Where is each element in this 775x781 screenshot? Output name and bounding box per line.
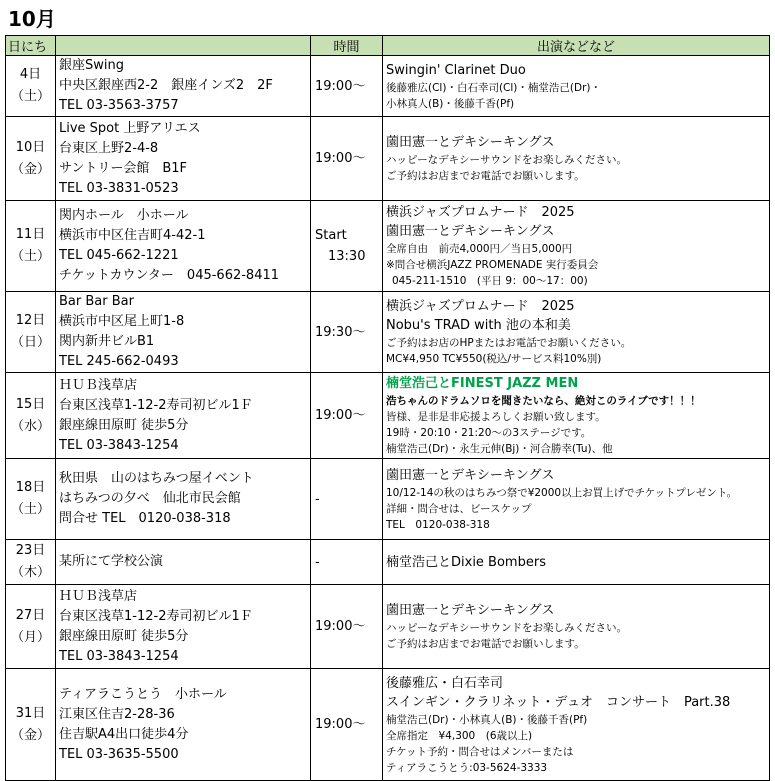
venue-line: 銀座Swing bbox=[59, 58, 124, 73]
table-row bbox=[6, 373, 770, 459]
performer-line: 全席自由 前売4,000円／当日5,000円 bbox=[386, 243, 573, 255]
header-performers: 出演などなど bbox=[383, 36, 770, 56]
venue-line: 某所にて学校公演 bbox=[59, 554, 164, 569]
venue-line: チケットカウンター 045-662-8411 bbox=[59, 268, 280, 283]
time-line: 13:30 bbox=[315, 249, 366, 264]
header-date: 日にち bbox=[6, 36, 56, 56]
performer-line: 楠堂浩己とFINEST JAZZ MEN bbox=[386, 376, 579, 391]
time-line: 19:00～ bbox=[315, 151, 366, 166]
date-day: 11日 bbox=[15, 227, 46, 242]
time-line: - bbox=[315, 554, 320, 570]
venue-line: ＨＵＢ浅草店 bbox=[59, 588, 138, 604]
time-cell bbox=[311, 201, 383, 292]
venue-line: TEL 03-3635-5500 bbox=[59, 746, 179, 762]
date-day: 27日 bbox=[15, 607, 46, 623]
performer-line: 楠堂浩己(Dr)・小林真人(B)・後藤千香(Pf) bbox=[386, 713, 588, 726]
time-line: 19:00～ bbox=[315, 619, 366, 634]
venue-line: 横浜市中区尾上町1-8 bbox=[59, 314, 185, 329]
date-day: 4日 bbox=[19, 67, 42, 82]
date-cell bbox=[6, 373, 56, 459]
date-weekday: （日） bbox=[10, 335, 50, 350]
venue-cell bbox=[56, 585, 311, 669]
performer-line: 後藤雅広(Cl)・白石幸司(Cl)・楠堂浩己(Dr)・ bbox=[386, 81, 601, 94]
performer-line: 楠堂浩己とDixie Bombers bbox=[386, 554, 546, 570]
table-row bbox=[6, 201, 770, 292]
venue-cell bbox=[56, 117, 311, 201]
date-weekday: （土） bbox=[10, 502, 50, 517]
performer-line: 横浜ジャズプロムナード 2025 bbox=[386, 205, 575, 220]
time-cell bbox=[311, 585, 383, 669]
date-cell bbox=[6, 56, 56, 117]
date-day: 15日 bbox=[15, 396, 46, 412]
date-day: 12日 bbox=[15, 313, 46, 328]
table-row bbox=[6, 56, 770, 117]
header-venue bbox=[56, 36, 311, 56]
performer-line: ご予約はお店までお電話でお願いします。 bbox=[386, 638, 585, 650]
venue-line: 住吉駅A4出口徒歩4分 bbox=[59, 726, 189, 742]
venue-line: 江東区住吉2-28-36 bbox=[59, 706, 175, 722]
venue-line: TEL 03-3843-1254 bbox=[59, 648, 179, 664]
time-cell bbox=[311, 669, 383, 781]
date-weekday: （木） bbox=[10, 565, 50, 580]
performer-line: 浩ちゃんのドラムソロを聞きたいなら、絶対このライブです！！！ bbox=[386, 395, 701, 407]
date-day: 31日 bbox=[15, 705, 46, 721]
performer-line: 薗田憲一とデキシーキングス bbox=[386, 603, 555, 618]
performer-line: チケット予約・問合せはメンバーまたは bbox=[386, 745, 574, 758]
venue-line: TEL 245-662-0493 bbox=[59, 354, 179, 369]
date-day: 23日 bbox=[15, 543, 46, 558]
date-cell bbox=[6, 540, 56, 585]
date-cell bbox=[6, 117, 56, 201]
performers-cell bbox=[383, 117, 770, 201]
performer-line: 薗田憲一とデキシーキングス bbox=[386, 135, 555, 150]
table-row bbox=[6, 117, 770, 201]
performers-cell bbox=[383, 459, 770, 540]
performers-cell bbox=[383, 201, 770, 292]
venue-line: サントリー会館 B1F bbox=[59, 160, 188, 176]
performer-line: ご予約はお店のHPまたはお電話でお願いください。 bbox=[386, 337, 632, 349]
venue-cell bbox=[56, 201, 311, 292]
venue-line: 銀座線田原町 徒歩5分 bbox=[59, 417, 189, 433]
time-cell bbox=[311, 373, 383, 459]
venue-line: ティアラこうとう 小ホール bbox=[59, 686, 227, 702]
venue-line: 関内新井ビルB1 bbox=[59, 334, 155, 349]
date-weekday: （水） bbox=[10, 418, 50, 434]
performer-line: 19時・20:10・21:20～の3ステージです。 bbox=[386, 427, 592, 439]
performer-line: 皆様、是非是非応援よろしくお願い致します。 bbox=[386, 411, 606, 423]
date-cell bbox=[6, 292, 56, 373]
venue-line: TEL 03-3831-0523 bbox=[59, 180, 179, 196]
venue-line: はちみつの夕べ 仙北市民会館 bbox=[59, 491, 241, 506]
date-cell bbox=[6, 669, 56, 781]
month-title: 10月 bbox=[8, 7, 56, 31]
performer-line: 薗田憲一とデキシーキングス bbox=[386, 224, 555, 239]
date-day: 18日 bbox=[15, 480, 46, 495]
performers-cell bbox=[383, 56, 770, 117]
time-line: - bbox=[315, 491, 320, 507]
date-weekday: （土） bbox=[10, 249, 50, 264]
venue-cell bbox=[56, 56, 311, 117]
time-cell bbox=[311, 292, 383, 373]
table-row bbox=[6, 585, 770, 669]
performers-cell bbox=[383, 585, 770, 669]
venue-line: 関内ホール 小ホール bbox=[59, 208, 189, 223]
venue-cell bbox=[56, 669, 311, 781]
venue-line: TEL 03-3843-1254 bbox=[59, 437, 179, 453]
venue-cell bbox=[56, 540, 311, 585]
performer-line: 045-211-1510 (平日 9：00～17：00) bbox=[392, 275, 588, 287]
venue-line: ＨＵＢ浅草店 bbox=[59, 377, 138, 393]
performer-line: ハッピーなデキシーサウンドをお楽しみください。 bbox=[386, 154, 627, 166]
performer-line: ご予約はお店までお電話でお願いします。 bbox=[386, 170, 585, 182]
venue-line: 台東区浅草1-12-2寿司初ビル1Ｆ bbox=[59, 608, 253, 624]
venue-line: 横浜市中区住吉町4-42-1 bbox=[59, 228, 206, 243]
time-line: 19:00～ bbox=[315, 717, 366, 732]
date-weekday: （土） bbox=[10, 89, 50, 104]
date-day: 10日 bbox=[15, 139, 46, 155]
schedule-table bbox=[5, 35, 770, 781]
venue-line: TEL 03-3563-3757 bbox=[59, 98, 179, 113]
venue-line: 秋田県 山のはちみつ屋イベント bbox=[59, 471, 254, 486]
performer-line: ※問合せ横浜JAZZ PROMENADE 実行委員会 bbox=[386, 259, 599, 271]
performer-line: ハッピーなデキシーサウンドをお楽しみください。 bbox=[386, 622, 627, 634]
date-weekday: （金） bbox=[10, 727, 50, 743]
performers-cell bbox=[383, 373, 770, 459]
performer-line: 小林真人(B)・後藤千香(Pf) bbox=[386, 97, 515, 110]
time-cell bbox=[311, 117, 383, 201]
table-header-row bbox=[6, 36, 770, 56]
date-cell bbox=[6, 201, 56, 292]
date-cell bbox=[6, 459, 56, 540]
venue-line: TEL 045-662-1221 bbox=[59, 248, 179, 263]
time-cell bbox=[311, 540, 383, 585]
venue-cell bbox=[56, 459, 311, 540]
performer-line: 楠堂浩己(Dr)・永生元伸(Bj)・河合勝幸(Tu)、他 bbox=[386, 443, 613, 455]
performer-line: 10/12-14の秋のはちみつ祭で¥2000以上お買上げでチケットプレゼント。 bbox=[386, 486, 737, 499]
table-row bbox=[6, 669, 770, 781]
performer-line: Swingin' Clarinet Duo bbox=[386, 62, 526, 78]
performer-line: 薗田憲一とデキシーキングス bbox=[386, 467, 555, 483]
performers-cell bbox=[383, 292, 770, 373]
date-cell bbox=[6, 585, 56, 669]
performer-line: 後藤雅広・白石幸司 bbox=[386, 675, 504, 691]
date-weekday: （月） bbox=[10, 629, 50, 645]
table-row bbox=[6, 540, 770, 585]
venue-line: 問合せ TEL 0120-038-318 bbox=[59, 511, 231, 526]
time-cell bbox=[311, 56, 383, 117]
venue-line: 中央区銀座西2-2 銀座インズ2 2F bbox=[59, 78, 273, 93]
venue-line: Bar Bar Bar bbox=[59, 294, 134, 309]
time-line: 19:30～ bbox=[315, 324, 366, 340]
performer-line: MC¥4,950 TC¥550(税込/サービス料10%別) bbox=[386, 353, 602, 365]
venue-cell bbox=[56, 373, 311, 459]
venue-line: 台東区上野2-4-8 bbox=[59, 140, 159, 156]
time-line: 19:00～ bbox=[315, 408, 366, 423]
performers-cell bbox=[383, 669, 770, 781]
table-row bbox=[6, 459, 770, 540]
venue-line: Live Spot 上野アリエス bbox=[59, 120, 201, 136]
table-row bbox=[6, 292, 770, 373]
time-line: Start bbox=[315, 228, 347, 243]
performer-line: Nobu's TRAD with 池の本和美 bbox=[386, 318, 571, 333]
performer-line: 横浜ジャズプロムナード 2025 bbox=[386, 299, 575, 314]
performer-line: ティアラこうとう:03-5624-3333 bbox=[386, 761, 548, 774]
time-cell bbox=[311, 459, 383, 540]
performer-line: 詳細・問合せは、ビースケップ bbox=[386, 502, 532, 515]
performer-line: 全席指定 ¥4,300 (6歳以上) bbox=[386, 729, 533, 742]
date-weekday: （金） bbox=[10, 161, 50, 177]
venue-line: 銀座線田原町 徒歩5分 bbox=[59, 628, 189, 644]
time-line: 19:00～ bbox=[315, 78, 366, 94]
performers-cell bbox=[383, 540, 770, 585]
venue-cell bbox=[56, 292, 311, 373]
performer-line: スインギン・クラリネット・デュオ コンサート Part.38 bbox=[386, 694, 731, 710]
performer-line: TEL 0120-038-318 bbox=[386, 518, 490, 531]
header-time: 時間 bbox=[311, 36, 383, 56]
venue-line: 台東区浅草1-12-2寿司初ビル1Ｆ bbox=[59, 397, 253, 413]
